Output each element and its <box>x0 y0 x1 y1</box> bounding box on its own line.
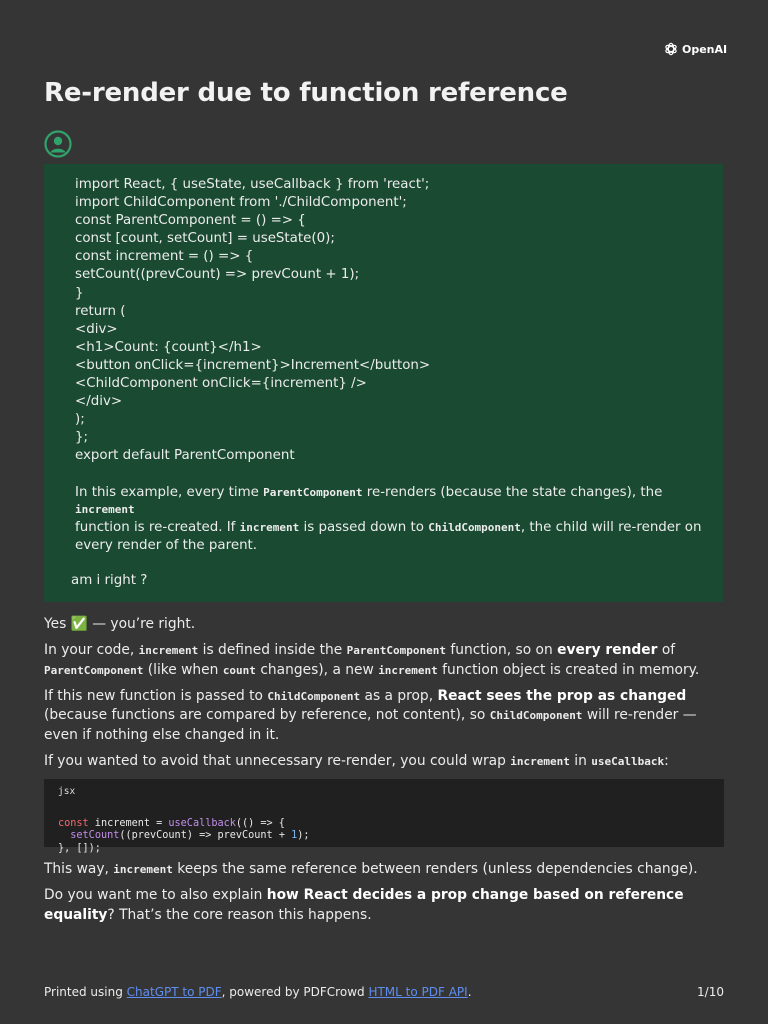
text: . <box>467 985 472 999</box>
code-line: }; <box>75 430 89 446</box>
inline-code: increment <box>510 754 570 768</box>
reply-paragraph-5 <box>44 860 724 880</box>
code-text: }, []); <box>58 842 101 854</box>
code-text: increment = <box>88 817 169 829</box>
code-line: const ParentComponent = () => { <box>75 213 306 229</box>
text: function, so on <box>445 642 558 658</box>
text: changes), a new <box>255 661 379 678</box>
code-line: <div> <box>75 321 118 337</box>
code-line: <button onClick={increment}>Increment</button> <box>75 357 431 373</box>
code-text: ); <box>297 830 310 841</box>
text: of <box>657 642 676 658</box>
code-block <box>44 779 724 854</box>
text: , the child will re-render on every render of the parent. <box>75 520 702 553</box>
code-line: <h1>Count: {count}</h1> <box>75 339 262 355</box>
openai-logo <box>663 41 727 57</box>
text: If this new function is passed to <box>44 687 268 704</box>
user-question: am i right ? <box>71 572 148 588</box>
code-line: const increment = () => { <box>75 249 254 265</box>
text: will re-render — even if nothing else changed in it. <box>44 707 697 743</box>
text: keeps the same reference between renders (unless dependencies change). <box>172 861 698 877</box>
text: In this example, every time <box>75 484 264 500</box>
inline-code: increment <box>138 644 199 657</box>
text: as a prop, <box>360 687 438 704</box>
inline-code: ParentComponent <box>346 644 446 657</box>
bold-text: React sees the prop as changed <box>437 687 687 704</box>
text: , powered by PDFCrowd <box>221 985 369 999</box>
text: Do you want me to also explain <box>44 887 267 903</box>
code-line: ); <box>75 412 85 428</box>
text: (like when <box>143 661 223 678</box>
inline-code: increment <box>378 663 438 677</box>
code-line: import ChildComponent from './ChildComponent'; <box>75 195 407 211</box>
brand-name: OpenAI <box>682 42 728 56</box>
code-line: const [count, setCount] = useState(0); <box>75 231 335 247</box>
reply-paragraph-3 <box>44 687 724 746</box>
reply-paragraph-4 <box>44 752 724 772</box>
user-avatar-icon <box>44 130 72 158</box>
text: (because functions are compared by reference, not content), so <box>44 707 490 723</box>
text: If you wanted to avoid that unnecessary re-render, you could wrap <box>44 752 511 769</box>
inline-code: count <box>222 663 256 677</box>
chatgpt-to-pdf-link[interactable]: ChatGPT to PDF <box>126 985 222 999</box>
bold-text: how React decides a prop change based on reference equality <box>44 887 684 923</box>
assistant-message <box>44 615 724 932</box>
footer <box>44 985 724 999</box>
page-title: Re-render due to function reference <box>44 78 568 108</box>
inline-code: ChildComponent <box>489 709 583 722</box>
text: in <box>569 752 592 769</box>
inline-code: increment <box>113 863 173 876</box>
code-content <box>58 818 710 856</box>
user-message <box>44 164 723 602</box>
bold-text: every render <box>557 642 658 658</box>
code-line: setCount((prevCount) => prevCount + 1); <box>75 267 360 283</box>
inline-code: useCallback <box>591 754 665 768</box>
code-line: } <box>75 285 84 301</box>
code-line: import React, { useState, useCallback } from 'react'; <box>75 177 430 192</box>
reply-paragraph-6 <box>44 886 724 925</box>
code-number: 1 <box>291 830 298 841</box>
inline-code: increment <box>75 503 135 517</box>
inline-code: increment <box>239 521 300 535</box>
html-to-pdf-api-link[interactable]: HTML to PDF API <box>368 985 468 999</box>
code-line: export default ParentComponent <box>75 448 295 464</box>
inline-code: ChildComponent <box>428 521 521 535</box>
text: function object is created in memory. <box>437 661 700 678</box>
code-text: ((prevCount) => prevCount + <box>119 830 292 841</box>
code-text: (() => { <box>235 817 285 829</box>
footer-credit <box>44 985 472 999</box>
text: In your code, <box>44 642 139 658</box>
page-number: 1/10 <box>697 985 724 999</box>
inline-code: ParentComponent <box>44 663 144 677</box>
code-language-label: jsx <box>58 786 76 797</box>
text: This way, <box>44 861 114 877</box>
inline-code: ChildComponent <box>267 689 361 703</box>
user-paragraph <box>75 484 703 555</box>
text: is defined inside the <box>198 642 347 658</box>
text: re-renders (because the state changes), the <box>362 484 663 500</box>
openai-logo-icon <box>663 41 679 57</box>
text: ? That’s the core reason this happens. <box>107 906 372 923</box>
text: is passed down to <box>299 520 429 536</box>
code-keyword: const <box>58 817 89 829</box>
code-line: <ChildComponent onClick={increment} /> <box>75 376 367 392</box>
inline-code: ParentComponent <box>263 485 363 499</box>
code-line: </div> <box>75 394 123 410</box>
reply-paragraph-1: Yes ✅ — you’re right. <box>44 616 196 632</box>
reply-paragraph-2 <box>44 641 724 680</box>
text: Printed using <box>44 985 127 999</box>
code-function: setCount <box>70 830 120 841</box>
text: function is re-created. If <box>75 520 240 536</box>
user-code <box>75 176 723 466</box>
text: : <box>664 752 669 769</box>
code-function: useCallback <box>168 817 236 829</box>
code-line: return ( <box>75 303 126 319</box>
